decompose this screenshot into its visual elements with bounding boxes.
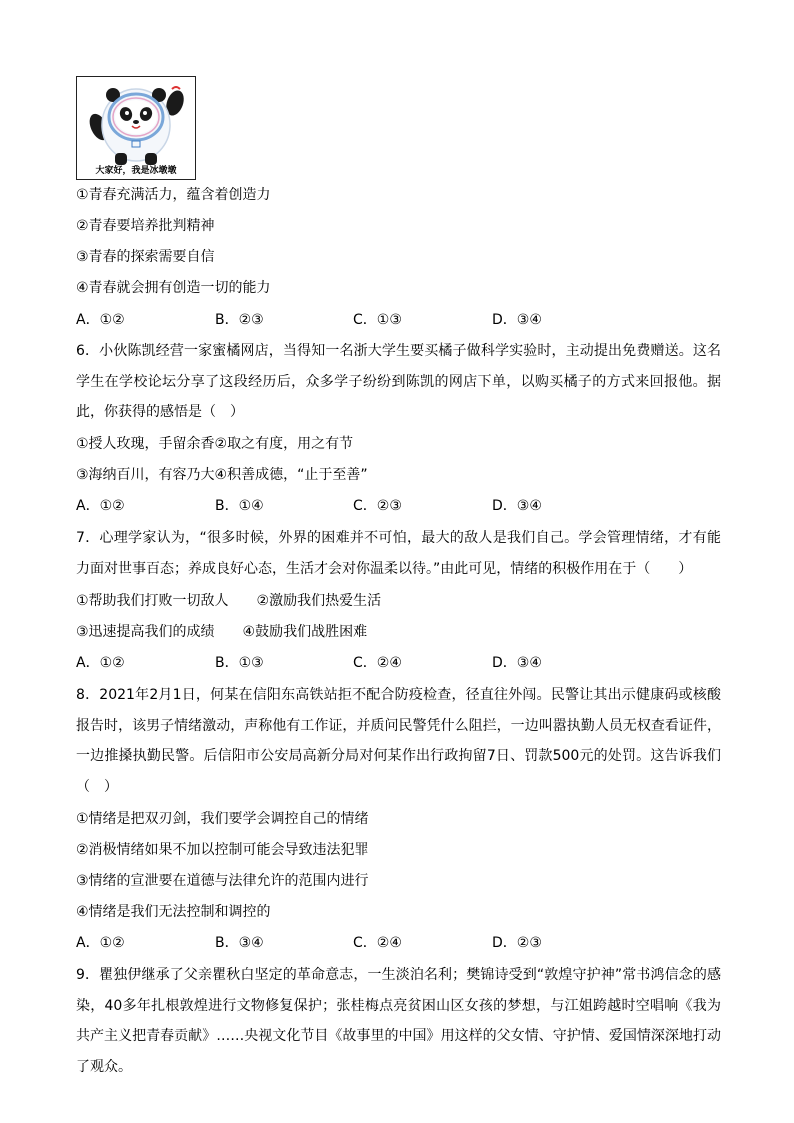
option-a: A．①②	[76, 655, 125, 671]
q8-item-2: ②消极情绪如果不加以控制可能会导致违法犯罪	[76, 842, 369, 858]
option-b: B．③④	[215, 935, 264, 951]
q8-item-1: ①情绪是把双刃剑，我们要学会调控自己的情绪	[76, 811, 369, 827]
q5-item-3: ③青春的探索需要自信	[76, 249, 215, 265]
q5-item-2: ②青春要培养批判精神	[76, 218, 215, 234]
q6-item-2: ③海纳百川，有容乃大④积善成德，“止于至善”	[76, 467, 368, 483]
option-d: D．②③	[492, 935, 542, 951]
option-c: C．①③	[353, 312, 402, 328]
option-b: B．①③	[215, 655, 264, 671]
mascot-figure	[76, 76, 196, 180]
option-d: D．③④	[492, 498, 542, 514]
q6-item-1: ①授人玫瑰，手留余香②取之有度，用之有节	[76, 436, 354, 452]
option-c: C．②④	[353, 935, 402, 951]
q8-item-4: ④情绪是我们无法控制和调控的	[76, 904, 271, 920]
q6-stem: 6．小伙陈凯经营一家蜜橘网店，当得知一名浙大学生要买橘子做科学实验时，主动提出免费赠送。这名学生在学校论坛分享了这段经历后，众多学子纷纷到陈凯的网店下单，以购买橘子的方式来回报他。据此，你获得的感悟是（ ）	[76, 343, 721, 420]
option-a: A．①②	[76, 498, 125, 514]
q7-item-1: ①帮助我们打败一切敌人 ②激励我们热爱生活	[76, 593, 382, 609]
option-b: B．①④	[215, 498, 264, 514]
q8-item-3: ③情绪的宣泄要在道德与法律允许的范围内进行	[76, 873, 369, 889]
q9-stem: 9．瞿独伊继承了父亲瞿秋白坚定的革命意志，一生淡泊名利；樊锦诗受到“敦煌守护神”常书鸿信念的感染，40多年扎根敦煌进行文物修复保护；张桂梅点亮贫困山区女孩的梦想，与江姐跨越时空唱响《我为共产主义把青春贡献》……央视文化节目《故事里的中国》用这样的父女情、守护情、爱国情深深地打动了观众。	[76, 967, 721, 1075]
figure-caption: 大家好，我是冰墩墩	[95, 166, 177, 176]
q5-item-4: ④青春就会拥有创造一切的能力	[76, 280, 271, 296]
q5-item-1: ①青春充满活力，蕴含着创造力	[76, 187, 271, 203]
option-a: A．①②	[76, 312, 125, 328]
q8-stem: 8．2021年2月1日，何某在信阳东高铁站拒不配合防疫检查，径直往外闯。民警让其出示健康码或核酸报告时，该男子情绪激动，声称他有工作证，并质问民警凭什么阻拦，一边叫嚣执勤人员无权查看证件，一边推搡执勤民警。后信阳市公安局高新分局对何某作出行政拘留7日、罚款500元的处罚。这告诉我们（ ）	[76, 687, 721, 795]
option-c: C．②③	[353, 498, 402, 514]
option-b: B．②③	[215, 312, 264, 328]
option-d: D．③④	[492, 312, 542, 328]
option-d: D．③④	[492, 655, 542, 671]
option-a: A．①②	[76, 935, 125, 951]
q7-item-2: ③迅速提高我们的成绩 ④鼓励我们战胜困难	[76, 624, 368, 640]
q7-stem: 7．心理学家认为，“很多时候，外界的困难并不可怕，最大的敌人是我们自己。学会管理情绪，才有能力面对世事百态；养成良好心态，生活才会对你温柔以待。”由此可见，情绪的积极作用在于（ ）	[76, 530, 721, 577]
option-c: C．②④	[353, 655, 402, 671]
